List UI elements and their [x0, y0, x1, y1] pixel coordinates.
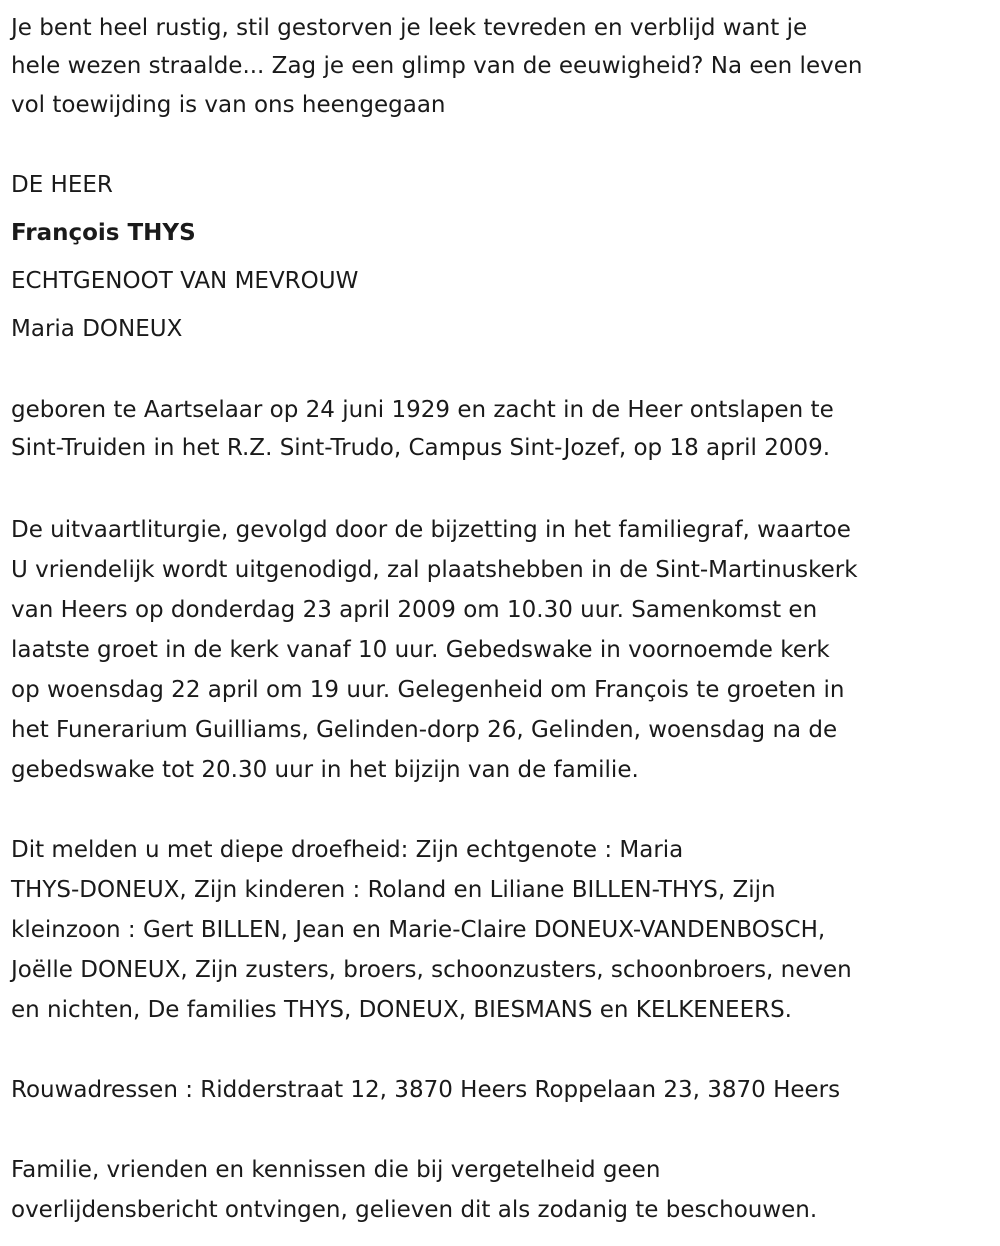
text-line: Je bent heel rustig, stil gestorven je leek tevreden en verblijd want je [11, 15, 808, 41]
text-line: op woensdag 22 april om 19 uur. Gelegenheid om François te groeten in [11, 677, 845, 703]
text-line: gebedswake tot 20.30 uur in het bijzijn van de familie. [11, 757, 639, 783]
deceased-name: François THYS [11, 220, 196, 246]
text-line: kleinzoon : Gert BILLEN, Jean en Marie-Claire DONEUX-VANDENBOSCH, [11, 917, 826, 943]
text-line: van Heers op donderdag 23 april 2009 om 10.30 uur. Samenkomst en [11, 597, 818, 623]
text-line: het Funerarium Guilliams, Gelinden-dorp 26, Gelinden, woensdag na de [11, 717, 838, 743]
spouse-name: Maria DONEUX [11, 316, 183, 342]
text-line: Familie, vrienden en kennissen die bij vergetelheid geen [11, 1157, 661, 1183]
spouse-label: ECHTGENOOT VAN MEVROUW [11, 268, 359, 294]
text-line: Joëlle DONEUX, Zijn zusters, broers, schoonzusters, schoonbroers, neven [11, 957, 852, 983]
title: DE HEER [11, 172, 113, 198]
text-line: geboren te Aartselaar op 24 juni 1929 en zacht in de Heer ontslapen te [11, 397, 834, 423]
addresses: Rouwadressen : Ridderstraat 12, 3870 Heers Roppelaan 23, 3870 Heers [11, 1077, 841, 1103]
text-line: Sint-Truiden in het R.Z. Sint-Trudo, Campus Sint-Jozef, op 18 april 2009. [11, 435, 831, 461]
text-line: De uitvaartliturgie, gevolgd door de bijzetting in het familiegraf, waartoe [11, 517, 851, 543]
text-line: hele wezen straalde... Zag je een glimp van de eeuwigheid? Na een leven [11, 53, 863, 79]
text-line: en nichten, De families THYS, DONEUX, BIESMANS en KELKENEERS. [11, 997, 792, 1023]
text-line: vol toewijding is van ons heengegaan [11, 92, 446, 118]
text-line: THYS-DONEUX, Zijn kinderen : Roland en Liliane BILLEN-THYS, Zijn [11, 877, 776, 903]
text-line: Dit melden u met diepe droefheid: Zijn echtgenote : Maria [11, 837, 684, 863]
text-line: laatste groet in de kerk vanaf 10 uur. Gebedswake in voornoemde kerk [11, 637, 830, 663]
text-line: overlijdensbericht ontvingen, gelieven dit als zodanig te beschouwen. [11, 1197, 818, 1223]
text-line: U vriendelijk wordt uitgenodigd, zal plaatshebben in de Sint-Martinuskerk [11, 557, 858, 583]
